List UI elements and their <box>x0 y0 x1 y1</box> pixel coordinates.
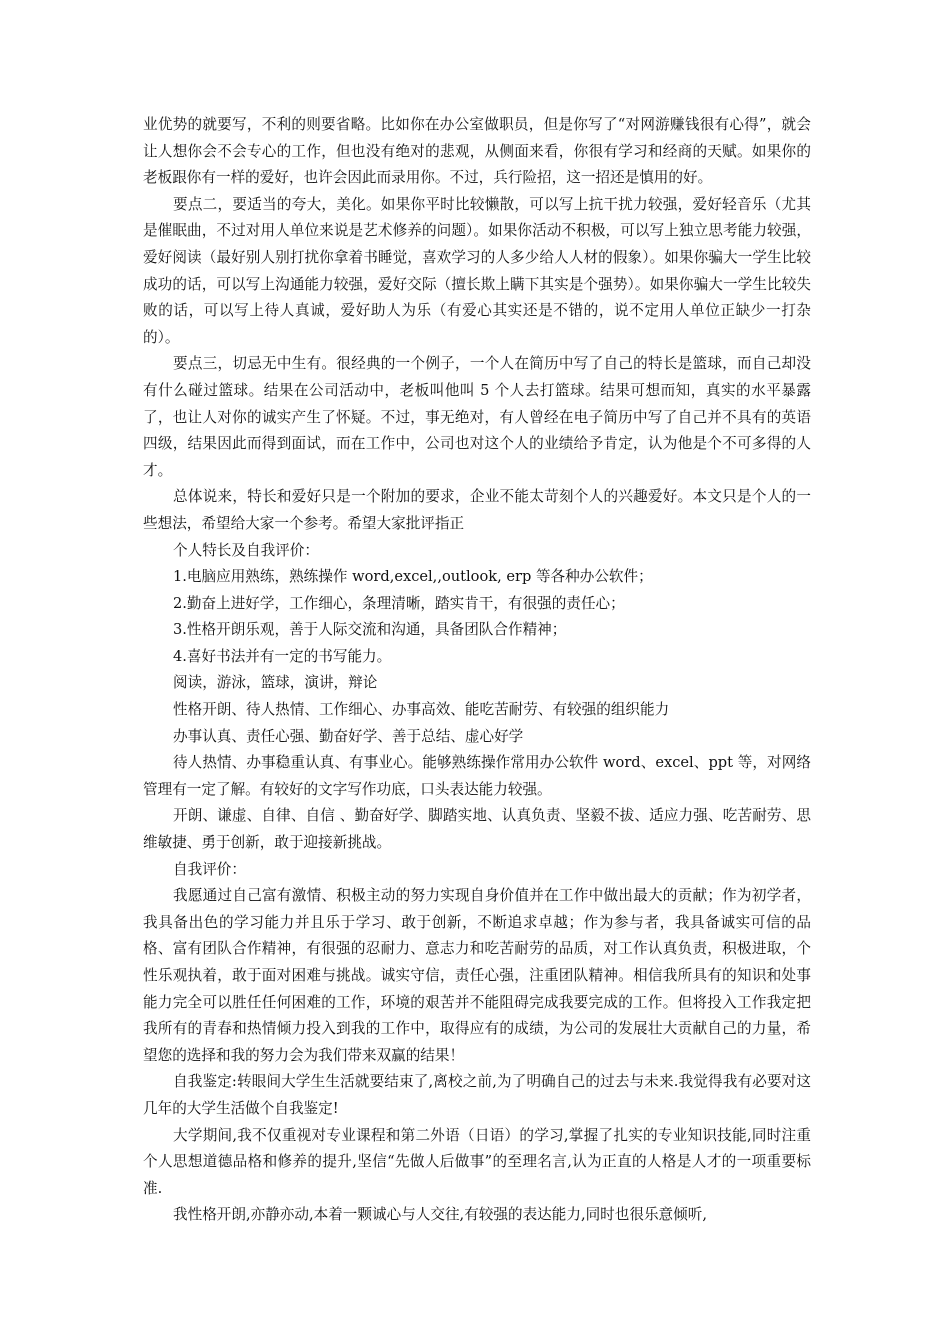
list-item: 2.勤奋上进好学，工作细心，条理清晰，踏实肯干，有很强的责任心； <box>173 594 625 612</box>
paragraph: 要点二，要适当的夸大，美化。如果你平时比较懒散，可以写上抗干扰力较强，爱好轻音乐（尤其是催眠曲，不过对用人单位来说是艺术修养的问题）。如果你活动不积极，可以写上独立思考能力较强，爱好阅读（最好别人别打扰你拿着书睡觉，喜欢学习的人多少给人人材的假象）。如果你骗大一学生比较成功的话，可以写上沟通能力较强，爱好交际（擅长欺上瞒下其实是个强势）。如果你骗大一学生比较失败的话，可以写上待人真诚，爱好助人为乐（有爱心其实还是不错的，说不定用人单位正缺少一打杂的）。 <box>143 195 811 346</box>
paragraph: 自我鉴定:转眼间大学生生活就要结束了,离校之前,为了明确自己的过去与未来.我觉得我有必要对这几年的大学生活做个自我鉴定! <box>143 1073 811 1117</box>
paragraph: 待人热情、办事稳重认真、有事业心。能够熟练操作常用办公软件 word、excel、ppt 等，对网络管理有一定了解。有较好的文字写作功底，口头表达能力较强。 <box>143 754 811 798</box>
list-item: 1.电脑应用熟练，熟练操作 word,excel,,outlook, erp 等各种办公软件； <box>173 568 653 586</box>
paragraph: 我性格开朗,亦静亦动,本着一颗诚心与人交往,有较强的表达能力,同时也很乐意倾听, <box>173 1206 707 1224</box>
list-item: 3.性格开朗乐观，善于人际交流和沟通，具备团队合作精神； <box>173 621 567 639</box>
list-item: 性格开朗、待人热情、工作细心、办事高效、能吃苦耐劳、有较强的组织能力 <box>173 701 670 719</box>
list-item: 4.喜好书法并有一定的书写能力。 <box>173 647 392 665</box>
list-item: 阅读，游泳，篮球，演讲，辩论 <box>173 674 378 692</box>
paragraph: 要点三，切忌无中生有。很经典的一个例子，一个人在简历中写了自己的特长是篮球，而自己却没有什么碰过篮球。结果在公司活动中，老板叫他叫 5 个人去打篮球。结果可想而知，真实的水平暴露了，也让人对你的诚实产生了怀疑。不过，事无绝对，有人曾经在电子简历中写了自己并不具有的英语四级，结果因此而得到面试，而在工作中，公司也对这个人的业绩给予肯定，认为他是个不可多得的人才。 <box>143 355 811 479</box>
section-heading: 个人特长及自我评价： <box>173 541 319 559</box>
paragraph: 大学期间,我不仅重视对专业课程和第二外语（日语）的学习,掌握了扎实的专业知识技能,同时注重个人思想道德品格和修养的提升,坚信“先做人后做事”的至理名言,认为正直的人格是人才的一项重要标准. <box>143 1126 811 1197</box>
document-page <box>143 112 811 1229</box>
paragraph: 业优势的就要写，不利的则要省略。比如你在办公室做职员，但是你写了“对网游赚钱很有心得”，就会让人想你会不会专心的工作，但也没有绝对的悲观，从侧面来看，你很有学习和经商的天赋。如果你的老板跟你有一样的爱好，也许会因此而录用你。不过，兵行险招，这一招还是慎用的好。 <box>143 116 811 187</box>
paragraph: 总体说来，特长和爱好只是一个附加的要求，企业不能太苛刻个人的兴趣爱好。本文只是个人的一些想法，希望给大家一个参考。希望大家批评指正 <box>143 488 811 532</box>
list-item: 办事认真、责任心强、勤奋好学、善于总结、虚心好学 <box>173 727 524 745</box>
paragraph: 我愿通过自己富有激情、积极主动的努力实现自身价值并在工作中做出最大的贡献；作为初学者，我具备出色的学习能力并且乐于学习、敢于创新，不断追求卓越；作为参与者，我具备诚实可信的品格、富有团队合作精神，有很强的忍耐力、意志力和吃苦耐劳的品质，对工作认真负责，积极进取，个性乐观执着，敢于面对困难与挑战。诚实守信，责任心强，注重团队精神。相信我所具有的知识和处事能力完全可以胜任任何困难的工作，环境的艰苦并不能阻碍完成我要完成的工作。但将投入工作我定把我所有的青春和热情倾力投入到我的工作中，取得应有的成绩，为公司的发展壮大贡献自己的力量，希望您的选择和我的努力会为我们带来双赢的结果！ <box>143 887 811 1064</box>
paragraph: 开朗、谦虚、自律、自信 、勤奋好学、脚踏实地、认真负责、坚毅不拔、适应力强、吃苦耐劳、思维敏捷、勇于创新，敢于迎接新挑战。 <box>143 807 811 852</box>
section-heading: 自我评价： <box>173 860 246 878</box>
